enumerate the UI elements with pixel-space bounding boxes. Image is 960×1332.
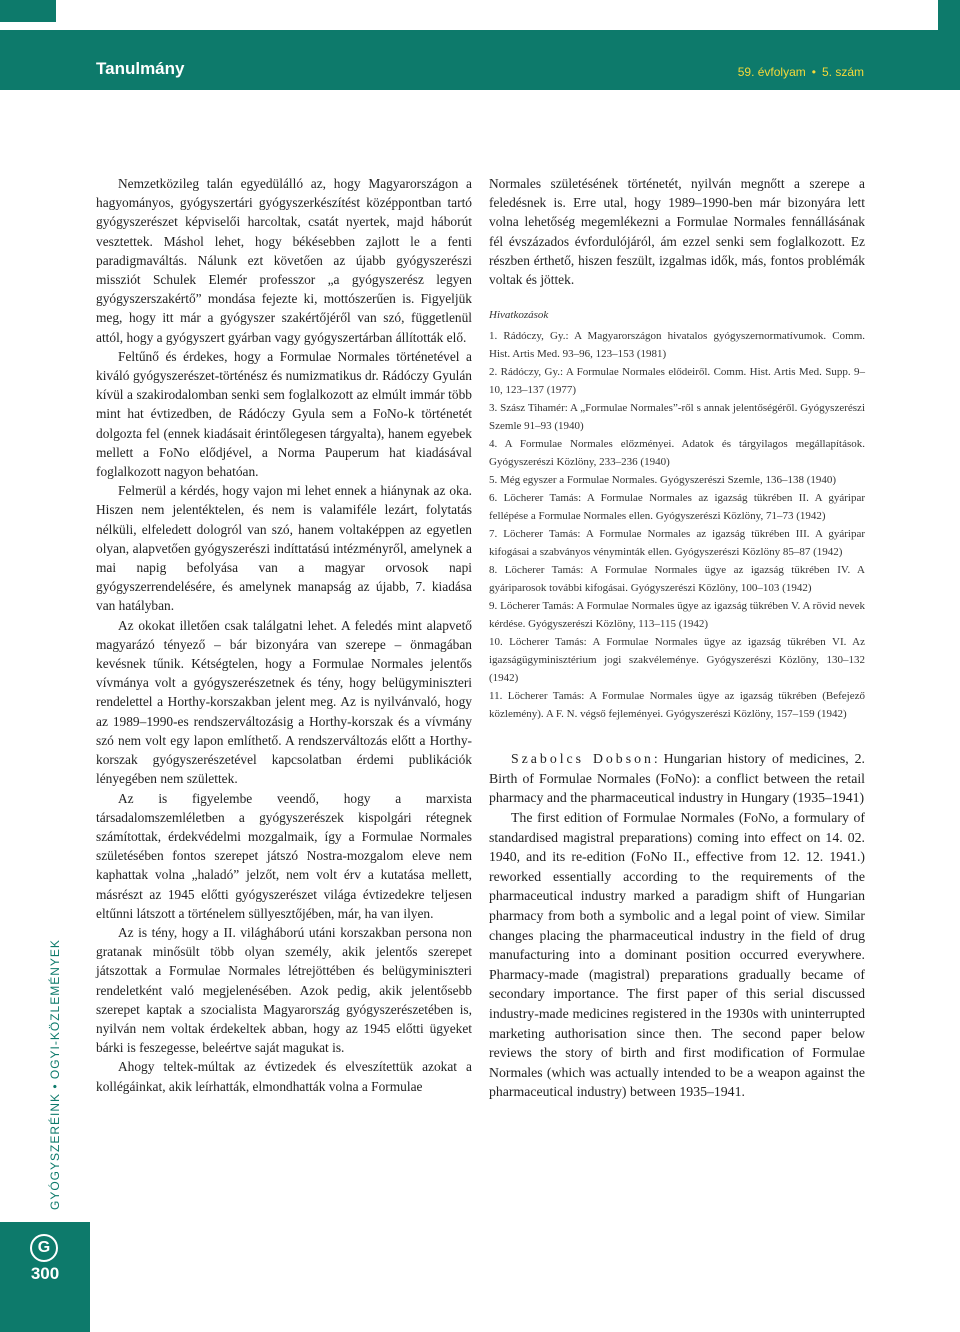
reference-item: 10. Löcherer Tamás: A Formulae Normales ügye az igazság tükrében VI. Az igazságügyminisztérium jogi szakvéleménye. Gyógyszerészi Közlöny, 130–132 (1942) (489, 636, 865, 685)
issue-label: 5. szám (821, 65, 864, 79)
reference-item: 7. Löcherer Tamás: A Formulae Normales az igazság tükrében III. A gyáripar kifogásai a szabványos vényminták ellen. Gyógyszerészi Közlöny 85–87 (1942) (489, 528, 865, 559)
journal-logo-icon: G (30, 1234, 58, 1262)
reference-item: 1. Rádóczy, Gy.: A Magyarországon hivatalos gyógyszernormatívumok. Comm. Hist. Artis Med. 93–96, 123–153 (1981) (489, 330, 865, 361)
section-title: Tanulmány (96, 59, 185, 78)
english-summary (489, 749, 865, 1102)
reference-item: 4. A Formulae Normales előzményei. Adatok és tárgyilagos megállapítások. Gyógyszerészi Közlöny, 233–236 (1940) (489, 438, 865, 469)
paragraph: Az is tény, hogy a II. világháború utáni korszakban persona non gratanak minősült több olyan személy, akik jelentős szerepet játszottak a Formulae Normales létrejöttében és belügyminiszteri rendeletként való megjelenésében. Azok pedig, akik jelentősebb szerepet kaptak a szocialista Magyarország gyógyszerészetében is, nyilván nem voltak érdekeltek abban, hogy az 1945 előtti ügyeket bárki is feszegesse, beleértve saját magukat is. (96, 924, 472, 1056)
top-left-tab (0, 0, 56, 22)
paragraph: Feltűnő és érdekes, hogy a Formulae Normales történetével a kiváló gyógyszerészet-történész és numizmatikus dr. Rádóczy Gyulán kívül a szakirodalomban senki sem foglalkozott az elmúlt immár több mint hat évtizedben, de Rádóczy Gyula sem a FoNo-k történetét dolgozta fel (ennek kiadásait érintőlegesen tárgyalta), hanem egyebek mellett a FoNo elődjével, a Norma Pauperum hat kiadásával foglalkozott nagyon behatóan. (96, 348, 472, 480)
paragraph: Nemzetközileg talán egyedülálló az, hogy Magyarországon a hagyományos, gyógyszertári gyógyszerkészítést középpontban tartó gyógyszerészet képviselői harcoltak, csatát nyertek, majd háborút vesztettek. Máshol lehet, hogy békésebben zajlott le a fenti paradigmaváltás. Nálunk ezt követően az újabb gyógyszerészi missziót Schulek Elemér professzor „a gyógyszerész legyen gyógyszerszakértő” mondása fejezte ki, mottószerűen is. Figyeljük meg, hogy itt már a gyógyszer szakértőjéről van szó, függetlenül attól, hogy a gyógyszert gyárban vagy gyógyszertárban állították elő. (96, 176, 472, 345)
summary-heading (489, 749, 865, 808)
page-header (0, 30, 960, 90)
references-heading: Hivatkozások (489, 309, 549, 322)
right-column (489, 174, 865, 1102)
top-strip (0, 0, 960, 30)
summary-title: : Hungarian history of medicines, 2. Birth of Formulae Normales (FoNo): a conflict between the retail pharmacy and the pharmaceutical industry in Hungary (1935–1941) (489, 751, 865, 806)
reference-item: 3. Szász Tihamér: A „Formulae Normales”-ről s annak jelentőségéről. Gyógyszerészi Szemle 91–93 (1940) (489, 402, 865, 433)
paragraph: Normales születésének történetét, nyilván megnőtt a szerepe a feledésnek is. Erre utal, hogy 1989–1990-ben már bizonyára lett volna lehetőség megemlékezni a Formulae Normales fennállásának fél évszázados évfordulójáról, ám ezzel senki sem foglalkozott. Ez részben érthető, hiszen feszült, izgalmas idők, más, fontos problémák voltak és jöttek. (489, 176, 865, 288)
separator-dot: • (811, 65, 816, 79)
summary-author: Szabolcs Dobson (511, 751, 654, 767)
reference-item: 2. Rádóczy, Gy.: A Formulae Normales elődeiről. Comm. Hist. Artis Med. Supp. 9–10, 123–137 (1977) (489, 366, 865, 397)
paragraph: Az is figyelembe veendő, hogy a marxista társadalomszemléletben a gyógyszerészek kispolgári rétegnek számítottak, érdekvédelmi mozgalmaik, így a Formulae Normales születésében fontos szerepet játszó Nostra-mozgalom eleve nem kaphattak volna „haladó” jelzőt, nem volt érv a kutatása mellett, másrészt az 1945 előtti gyógyszerészet világa évtizedekre teljesen eltűnni látszott a történelem süllyesztőjében, már, ha van ilyen. (96, 790, 472, 921)
reference-item: 6. Löcherer Tamás: A Formulae Normales az igazság tükrében II. A gyáripar fellépése a Formulae Normales ellen. Gyógyszerészi Közlöny, 71–73 (1942) (489, 492, 865, 523)
left-column (96, 174, 472, 1096)
paragraph: Ahogy teltek-múltak az évtizedek és elveszítettük azokat a kollégáinkat, akik leírhatták, elmondhatták volna a Formulae (96, 1059, 472, 1094)
summary-body: The first edition of Formulae Normales (FoNo, a formulary of standardised magistral preparations) coming into effect on 14. 02. 1940, and its re-edition (FoNo II., effective from 12. 12. 1941.) reworked essentially according to the requirements of the pharmaceutical industry marked a paradigm shift of Hungarian pharmacy from both a symbolic and a legal point of view. Similar changes placing the pharmaceutical industry in the field of drug manufacturing into a dominant position occurred everywhere. Pharmacy-made (magistral) preparations gradually became of secondary importance. The first paper of this serial discussed industry-made medicines registered in the 1930s with uninterrupted marketing authorisation since then. The second paper below reviews the story of birth and first modification of Formulae Normales (which was actually intended to be a weapon against the pharmaceutical industry) between 1935–1941. (489, 810, 865, 1100)
reference-item: 11. Löcherer Tamás: A Formulae Normales ügye az igazság tükrében (Befejező közlemény). A F. N. végső fejleményei. Gyógyszerészi Közlöny, 157–159 (1942) (489, 690, 865, 721)
reference-item: 9. Löcherer Tamás: A Formulae Normales ügye az igazság tükrében V. A rövid nevek kérdése. Gyógyszerészi Közlöny, 113–115 (1942) (489, 600, 865, 631)
paragraph: Az okokat illetően csak találgatni lehet. A feledés mint alapvető magyarázó tényező – bár bizonyára van szerepe – önmagában kevésnek tűnik. Kétségtelen, hogy a Formulae Normales jelentős vívmánya volt a gyógyszerészetnek és tény, hogy belügyminiszteri rendelettel a Horthy-korszakban jelent meg. Az is nyilvánvaló, hogy az 1989–1990-es rendszerváltozásig a Horthy-korszak és a vívmány szó nem volt egy lapon említhető. A rendszerváltozás előtt a Horthy-korszak gyógyszerészetével kapcsolatban érdemi publikációk lényegében nem születtek. (96, 617, 472, 787)
paragraph: Felmerül a kérdés, hogy vajon mi lehet ennek a hiánynak az oka. Hiszen nem jelentéktelen, és nem is valamiféle lezárt, folytatás nélküli, elfeledett dologról van szó, hanem voltaképpen az egyetlen olyan, alapvetően gyógyszerészi indíttatású intézményről, amelynek a mai napig befolyása van a magyar orvosok napi gyógyszerrendelésére, és amelynek manapság az újabb, 7. kiadása van hatályban. (96, 483, 472, 614)
top-right-tab (938, 0, 960, 30)
page-number: 300 (30, 1264, 60, 1283)
reference-item: 5. Még egyszer a Formulae Normales. Gyógyszerészi Szemle, 136–138 (1940) (489, 474, 837, 487)
issue-info (738, 65, 864, 79)
page-footer-box (0, 1222, 90, 1332)
volume-label: 59. évfolyam (737, 65, 806, 79)
reference-item: 8. Löcherer Tamás: A Formulae Normales ügye az igazság tükrében IV. A gyáriparosok további kifogásai. Gyógyszerészi Közlöny, 100–103 (1942) (489, 564, 865, 595)
sidebar-vertical-text: GYÓGYSZERÉINK • OGYI-KÖZLEMÉNYEK (48, 939, 62, 1210)
references-list (489, 327, 865, 723)
